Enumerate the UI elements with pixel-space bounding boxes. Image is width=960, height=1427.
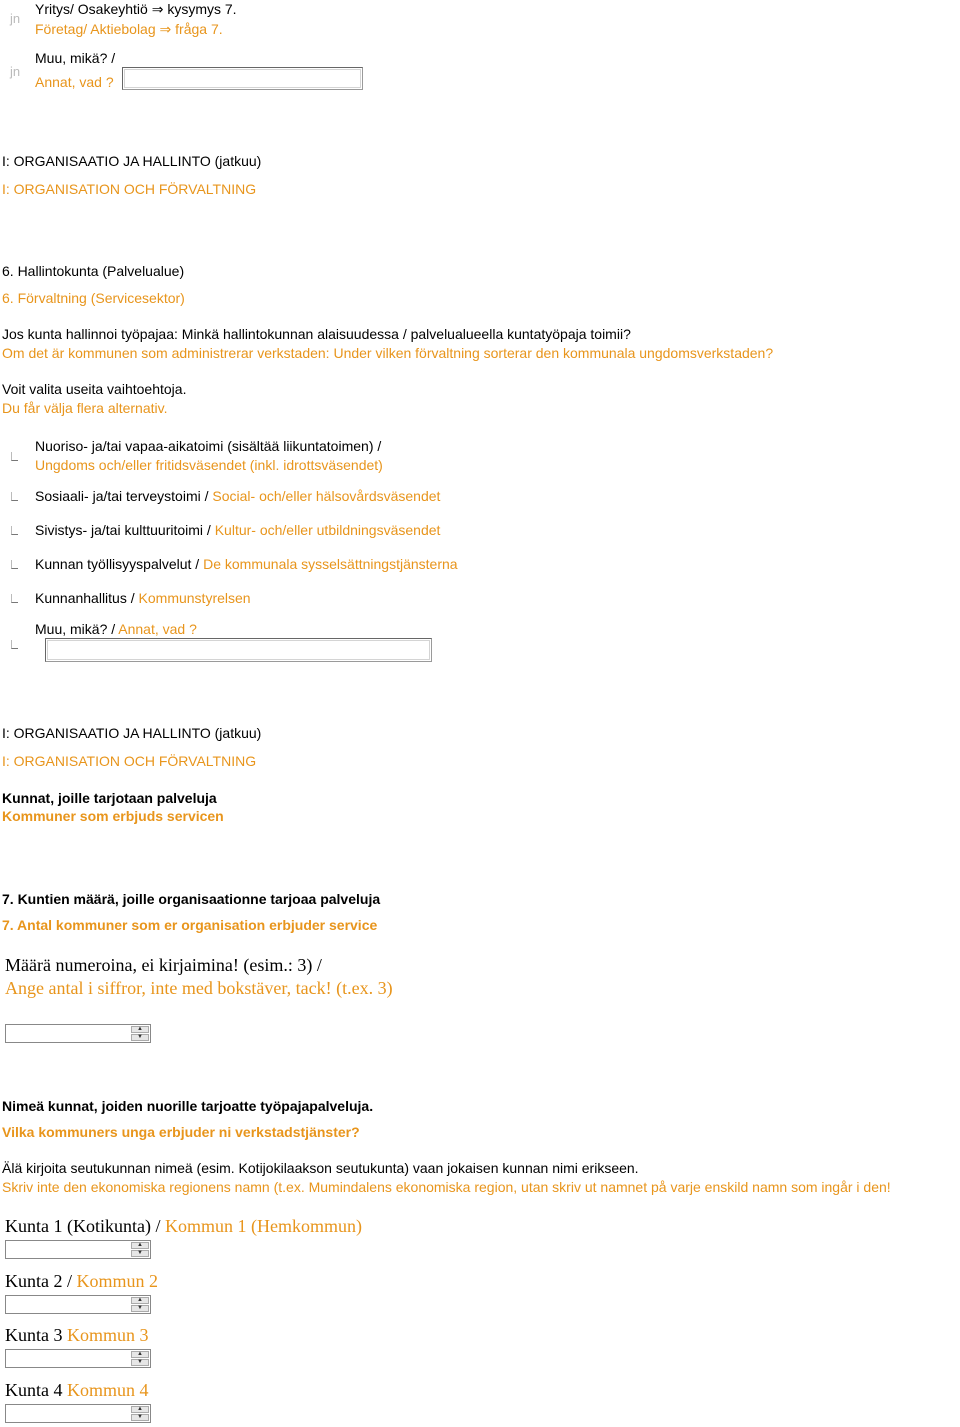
municipality-input[interactable] xyxy=(5,1240,151,1259)
section-title-sv: I: ORGANISATION OCH FÖRVALTNING xyxy=(2,753,257,769)
municipality-label: Kunta 1 (Kotikunta) / Kommun 1 (Hemkommun) xyxy=(5,1216,362,1236)
stepper-up-icon[interactable]: ▲ xyxy=(131,1242,149,1249)
question-title: Nimeä kunnat, joiden nuorille tarjoatte työpajapalveluja. xyxy=(2,1098,374,1114)
section-title: I: ORGANISAATIO JA HALLINTO (jatkuu) xyxy=(2,153,262,169)
stepper-down-icon[interactable]: ▼ xyxy=(131,1359,149,1366)
radio-icon[interactable]: jn xyxy=(10,64,21,79)
municipality-input[interactable] xyxy=(5,1295,151,1314)
question-title: 6. Hallintokunta (Palvelualue) xyxy=(2,263,185,279)
option-label: Muu, mikä? / Annat, vad ? xyxy=(35,621,197,637)
option-other-sv: Annat, vad ? xyxy=(35,74,114,90)
option-company-fi: Yritys/ Osakeyhtiö ⇒ kysymys 7. xyxy=(35,1,237,17)
stepper-down-icon[interactable]: ▼ xyxy=(131,1250,149,1257)
radio-icon[interactable]: jn xyxy=(10,11,21,26)
municipality-input[interactable] xyxy=(5,1404,151,1423)
stepper-down-icon[interactable]: ▼ xyxy=(131,1034,149,1041)
option-label: Sosiaali- ja/tai terveystoimi / Social- och/eller hälsovårdsväsendet xyxy=(35,488,441,504)
stepper-up-icon[interactable]: ▲ xyxy=(131,1351,149,1358)
checkbox-icon[interactable] xyxy=(11,526,18,535)
section-title-sv: I: ORGANISATION OCH FÖRVALTNING xyxy=(2,181,257,197)
municipality-input[interactable] xyxy=(5,1349,151,1368)
stepper-up-icon[interactable]: ▲ xyxy=(131,1026,149,1033)
instruction-text: Älä kirjoita seutukunnan nimeä (esim. Kotijokilaakson seutukunta) vaan jokaisen kunnan nimi erikseen. xyxy=(2,1160,639,1176)
hint-text-sv: Du får välja flera alternativ. xyxy=(2,400,168,416)
question-title-sv: 6. Förvaltning (Servicesektor) xyxy=(2,290,185,306)
option-company-sv: Företag/ Aktiebolag ⇒ fråga 7. xyxy=(35,21,223,37)
checkbox-icon[interactable] xyxy=(11,452,18,461)
other-text-input[interactable] xyxy=(122,67,363,90)
instruction-text: Määrä numeroina, ei kirjaimina! (esim.: 3) / xyxy=(5,955,322,975)
stepper-down-icon[interactable]: ▼ xyxy=(131,1305,149,1312)
question-title-sv: 7. Antal kommuner som er organisation erbjuder service xyxy=(2,917,378,933)
option-label: Kunnan työllisyyspalvelut / De kommunala sysselsättningstjänsterna xyxy=(35,556,458,572)
municipality-label: Kunta 2 / Kommun 2 xyxy=(5,1271,159,1291)
option-label: Nuoriso- ja/tai vapaa-aikatoimi (sisältää liikuntatoimen) / xyxy=(35,438,382,454)
option-label-sv: Ungdoms och/eller fritidsväsendet (inkl. idrottsväsendet) xyxy=(35,457,383,473)
count-stepper[interactable] xyxy=(5,1024,151,1043)
question-text: Jos kunta hallinnoi työpajaa: Minkä hallintokunnan alaisuudessa / palvelualueella kuntatyöpaja toimii? xyxy=(2,326,631,342)
municipality-label: Kunta 4 Kommun 4 xyxy=(5,1380,149,1400)
question-title: 7. Kuntien määrä, joille organisaationne tarjoaa palveluja xyxy=(2,891,381,907)
stepper-up-icon[interactable]: ▲ xyxy=(131,1297,149,1304)
subsection-title-sv: Kommuner som erbjuds servicen xyxy=(2,808,224,824)
instruction-text-sv: Skriv inte den ekonomiska regionens namn (t.ex. Mumindalens ekonomiska region, utan skriv ut namnet på varje enskild namn som ingår i den! xyxy=(2,1179,891,1195)
other-text-input[interactable] xyxy=(45,638,432,662)
municipality-label: Kunta 3 Kommun 3 xyxy=(5,1325,149,1345)
checkbox-icon[interactable] xyxy=(11,492,18,501)
checkbox-icon[interactable] xyxy=(11,560,18,569)
question-text-sv: Om det är kommunen som administrerar verkstaden: Under vilken förvaltning sorterar den kommunala ungdomsverkstaden? xyxy=(2,345,774,361)
checkbox-icon[interactable] xyxy=(11,594,18,603)
stepper-up-icon[interactable]: ▲ xyxy=(131,1406,149,1413)
section-title: I: ORGANISAATIO JA HALLINTO (jatkuu) xyxy=(2,725,262,741)
instruction-text-sv: Ange antal i siffror, inte med bokstäver, tack! (t.ex. 3) xyxy=(5,978,393,998)
hint-text: Voit valita useita vaihtoehtoja. xyxy=(2,381,187,397)
option-other-fi: Muu, mikä? / xyxy=(35,50,116,66)
question-title-sv: Vilka kommuners unga erbjuder ni verkstadstjänster? xyxy=(2,1124,360,1140)
subsection-title: Kunnat, joille tarjotaan palveluja xyxy=(2,790,217,806)
stepper-down-icon[interactable]: ▼ xyxy=(131,1414,149,1421)
checkbox-icon[interactable] xyxy=(11,640,18,649)
option-label: Kunnanhallitus / Kommunstyrelsen xyxy=(35,590,251,606)
option-label: Sivistys- ja/tai kulttuuritoimi / Kultur- och/eller utbildningsväsendet xyxy=(35,522,441,538)
